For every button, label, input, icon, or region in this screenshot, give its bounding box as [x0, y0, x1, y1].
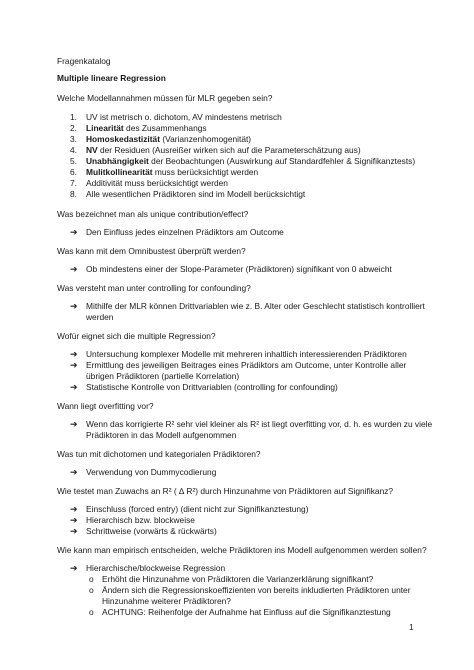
section-heading: Multiple lineare Regression	[57, 73, 166, 83]
answer-item: Ermittlung des jeweiligen Beitrages eines Prädiktors am Outcome, unter Kontrolle aller	[86, 360, 407, 370]
list-item: Mulitkollinearität muss berücksichtigt werden	[86, 167, 259, 177]
answer-item-continued: übrigen Prädiktoren (partielle Korrelation)	[86, 371, 240, 381]
list-item: UV ist metrisch o. dichotom, AV mindestens metrisch	[86, 112, 282, 122]
list-item: Unabhängigkeit der Beobachtungen (Auswirkung auf Standardfehler & Signifikanztests)	[86, 156, 416, 166]
list-number: 4.	[70, 145, 77, 155]
arrow-right-icon: ➔	[70, 349, 78, 359]
arrow-right-icon: ➔	[70, 504, 78, 514]
sub-answer-item-continued: Hinzunahme weiterer Prädiktoren?	[102, 596, 231, 606]
sub-answer-item: Ändern sich die Regressionskoeffizienten von bereits inkludierten Prädiktoren unter	[102, 585, 411, 595]
doc-title: Fragenkatalog	[57, 56, 111, 66]
answer-item-continued: Prädiktoren in das Modell aufgenommen	[86, 430, 237, 440]
arrow-right-icon: ➔	[70, 419, 78, 429]
list-number: 6.	[70, 167, 77, 177]
arrow-right-icon: ➔	[70, 382, 78, 392]
question-5: Wofür eignet sich die multiple Regression?	[57, 331, 216, 341]
list-number: 5.	[70, 156, 77, 166]
answer-item: Mithilfe der MLR können Drittvariablen wie z. B. Alter oder Geschlecht statistisch kontrolliert	[86, 301, 425, 311]
list-number: 2.	[70, 123, 77, 133]
answer-item: Wenn das korrigierte R² sehr viel kleiner als R² ist liegt overfitting vor, d. h. es wurden zu viele	[86, 419, 433, 429]
question-9: Wie kann man empirisch entscheiden, welche Prädiktoren ins Modell aufgenommen werden sollen?	[57, 545, 427, 555]
question-1: Welche Modellannahmen müssen für MLR gegeben sein?	[57, 93, 273, 103]
arrow-right-icon: ➔	[70, 264, 78, 274]
sub-answer-item: Erhöht die Hinzunahme von Prädiktoren die Varianzerklärung signifikant?	[102, 574, 374, 584]
answer-item: Den Einfluss jedes einzelnen Prädiktors am Outcome	[86, 227, 284, 237]
list-number: 7.	[70, 178, 77, 188]
list-item: Alle wesentlichen Prädiktoren sind im Modell berücksichtigt	[86, 189, 306, 199]
list-number: 8.	[70, 189, 77, 199]
question-7: Was tun mit dichotomen und kategorialen Prädiktoren?	[57, 449, 261, 459]
question-2: Was bezeichnet man als unique contribution/effect?	[57, 209, 249, 219]
question-8: Wie testet man Zuwachs an R² ( ∆ R²) durch Hinzunahme von Prädiktoren auf Signifikanz?	[57, 486, 394, 496]
question-3: Was kann mit dem Omnibustest überprüft werden?	[57, 246, 246, 256]
question-4: Was versteht man unter controlling for confounding?	[57, 283, 251, 293]
list-number: 1.	[70, 112, 77, 122]
answer-item: Hierarchisch bzw. blockweise	[86, 515, 195, 525]
bullet-circle-icon: o	[89, 585, 94, 595]
answer-item: Statistische Kontrolle von Drittvariablen (controlling for confounding)	[86, 382, 338, 392]
arrow-right-icon: ➔	[70, 227, 78, 237]
answer-item: Ob mindestens einer der Slope-Parameter (Prädiktoren) signifikant von 0 abweicht	[86, 264, 392, 274]
list-number: 3.	[70, 134, 77, 144]
bullet-circle-icon: o	[89, 574, 94, 584]
arrow-right-icon: ➔	[70, 515, 78, 525]
list-item: Homoskedastizität (Varianzenhomogenität)	[86, 134, 252, 144]
answer-item: Untersuchung komplexer Modelle mit mehreren inhaltlich interessierenden Prädiktoren	[86, 349, 407, 359]
answer-item: Schrittweise (vorwärts & rückwärts)	[86, 526, 217, 536]
question-6: Wann liegt overfitting vor?	[57, 401, 154, 411]
answer-item: Hierarchische/blockweise Regression	[86, 563, 226, 573]
bullet-circle-icon: o	[89, 607, 94, 617]
list-item: NV der Residuen (Ausreißer wirken sich auf die Parameterschätzung aus)	[86, 145, 361, 155]
answer-item-continued: werden	[86, 312, 114, 322]
answer-item: Verwendung von Dummycodierung	[86, 467, 217, 477]
sub-answer-item: ACHTUNG: Reihenfolge der Aufnahme hat Einfluss auf die Signifikanztestung	[102, 607, 391, 617]
list-item: Linearität des Zusammenhangs	[86, 123, 207, 133]
answer-item: Einschluss (forced entry) (dient nicht zur Signifikanztestung)	[86, 504, 309, 514]
page-number: 1	[409, 622, 414, 632]
arrow-right-icon: ➔	[70, 526, 78, 536]
list-item: Additivität muss berücksichtigt werden	[86, 178, 228, 188]
arrow-right-icon: ➔	[70, 563, 78, 573]
arrow-right-icon: ➔	[70, 301, 78, 311]
arrow-right-icon: ➔	[70, 467, 78, 477]
arrow-right-icon: ➔	[70, 360, 78, 370]
